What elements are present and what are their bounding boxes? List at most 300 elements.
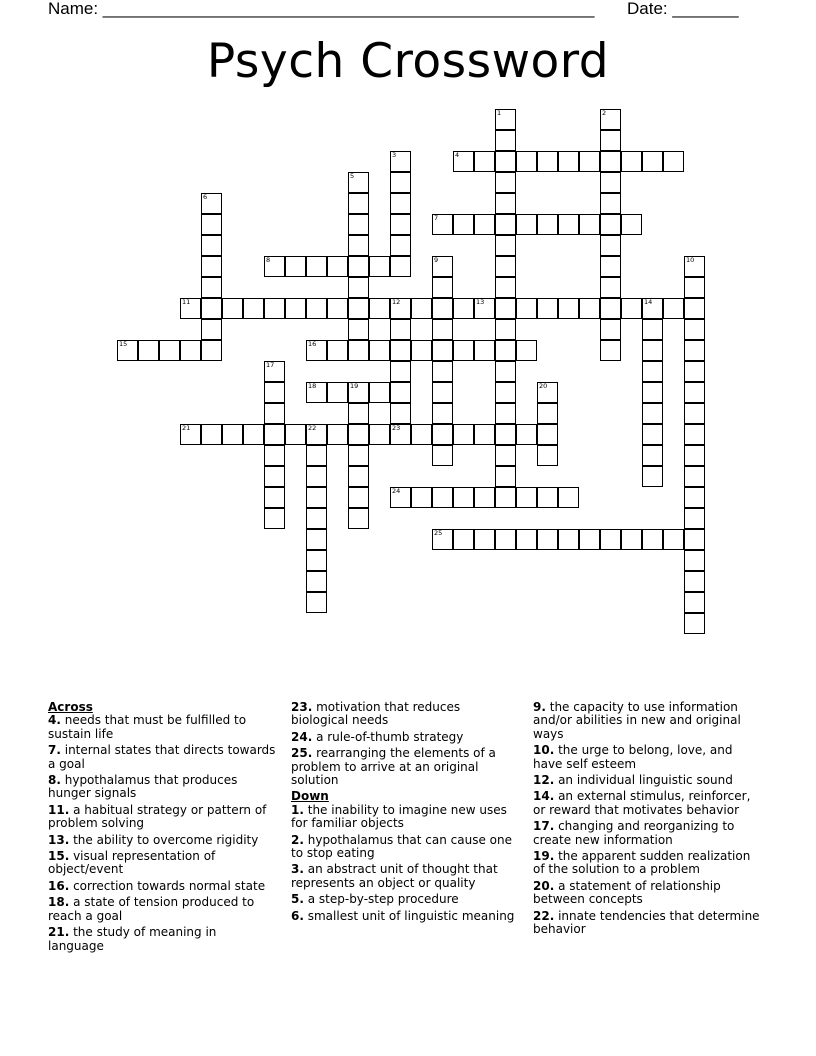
grid-cell[interactable] xyxy=(453,424,474,445)
cell-number: 15 xyxy=(119,340,128,348)
grid-cell[interactable] xyxy=(348,235,369,256)
across-clue xyxy=(291,747,517,787)
across-clue xyxy=(48,834,276,847)
grid-cell[interactable] xyxy=(474,424,495,445)
grid-cell[interactable] xyxy=(411,340,432,361)
grid-cell[interactable] xyxy=(432,445,453,466)
grid-cell[interactable] xyxy=(264,298,285,319)
clues-column-1 xyxy=(48,701,276,956)
grid-cell[interactable] xyxy=(222,298,243,319)
grid-cell[interactable] xyxy=(327,424,348,445)
grid-cell[interactable] xyxy=(663,151,684,172)
grid-cell[interactable] xyxy=(222,424,243,445)
grid-cell[interactable] xyxy=(390,487,411,508)
grid-cell[interactable] xyxy=(411,424,432,445)
down-clue xyxy=(533,910,765,937)
cell-number: 4 xyxy=(455,151,460,159)
grid-cell[interactable] xyxy=(642,319,663,340)
cell-number: 9 xyxy=(434,256,439,264)
grid-cell[interactable] xyxy=(285,256,306,277)
cell-number: 6 xyxy=(203,193,208,201)
grid-cell[interactable] xyxy=(369,340,390,361)
grid-cell[interactable] xyxy=(243,424,264,445)
grid-cell[interactable] xyxy=(642,403,663,424)
cell-number: 2 xyxy=(602,109,607,117)
across-clue xyxy=(48,714,276,741)
down-clue xyxy=(291,804,517,831)
grid-cell[interactable] xyxy=(537,529,558,550)
grid-cell[interactable] xyxy=(201,256,222,277)
grid-cell[interactable] xyxy=(201,193,222,214)
down-clue xyxy=(533,850,765,877)
grid-cell[interactable] xyxy=(306,382,327,403)
grid-cell[interactable] xyxy=(558,298,579,319)
cell-number: 3 xyxy=(392,151,397,159)
grid-cell[interactable] xyxy=(600,529,621,550)
grid-cell[interactable] xyxy=(621,151,642,172)
grid-cell[interactable] xyxy=(306,466,327,487)
clue-text: rearranging the elements of a problem to arrive at an original solution xyxy=(291,746,496,788)
grid-cell[interactable] xyxy=(495,235,516,256)
grid-cell[interactable] xyxy=(117,340,138,361)
grid-cell[interactable] xyxy=(432,424,453,445)
clue-number: 25. xyxy=(291,746,313,761)
grid-cell[interactable] xyxy=(642,298,663,319)
grid-cell[interactable] xyxy=(201,277,222,298)
grid-cell[interactable] xyxy=(684,403,705,424)
cell-number: 5 xyxy=(350,172,355,180)
grid-cell[interactable] xyxy=(369,424,390,445)
grid-cell[interactable] xyxy=(264,256,285,277)
grid-cell[interactable] xyxy=(684,319,705,340)
clue-number: 22. xyxy=(533,908,555,923)
clue-text: innate tendencies that determine behavior xyxy=(533,908,760,937)
grid-cell[interactable] xyxy=(348,445,369,466)
grid-cell[interactable] xyxy=(642,445,663,466)
clue-number: 16. xyxy=(48,878,70,893)
grid-cell[interactable] xyxy=(180,298,201,319)
grid-cell[interactable] xyxy=(432,487,453,508)
grid-cell[interactable] xyxy=(474,340,495,361)
grid-cell[interactable] xyxy=(495,487,516,508)
grid-cell[interactable] xyxy=(642,340,663,361)
down-clue xyxy=(533,820,765,847)
down-clue xyxy=(291,834,517,861)
grid-cell[interactable] xyxy=(432,529,453,550)
down-clue xyxy=(533,790,765,817)
grid-cell[interactable] xyxy=(180,424,201,445)
across-clue xyxy=(48,880,276,893)
grid-cell[interactable] xyxy=(348,466,369,487)
grid-cell[interactable] xyxy=(327,340,348,361)
grid-cell[interactable] xyxy=(495,445,516,466)
grid-cell[interactable] xyxy=(600,151,621,172)
grid-cell[interactable] xyxy=(348,277,369,298)
grid-cell[interactable] xyxy=(495,193,516,214)
clue-number: 13. xyxy=(48,832,70,847)
cell-number: 23 xyxy=(392,424,401,432)
clue-number: 8. xyxy=(48,773,61,788)
grid-cell[interactable] xyxy=(411,487,432,508)
grid-cell[interactable] xyxy=(348,172,369,193)
grid-cell[interactable] xyxy=(684,445,705,466)
cell-number: 14 xyxy=(644,298,653,306)
grid-cell[interactable] xyxy=(243,298,264,319)
grid-cell[interactable] xyxy=(369,382,390,403)
grid-cell[interactable] xyxy=(411,298,432,319)
grid-cell[interactable] xyxy=(432,382,453,403)
grid-cell[interactable] xyxy=(684,529,705,550)
grid-cell[interactable] xyxy=(684,382,705,403)
grid-cell[interactable] xyxy=(264,361,285,382)
page-title: Psych Crossword xyxy=(206,34,610,89)
grid-cell[interactable] xyxy=(495,403,516,424)
grid-cell[interactable] xyxy=(201,319,222,340)
cell-number: 12 xyxy=(392,298,401,306)
clue-number: 14. xyxy=(533,789,555,804)
grid-cell[interactable] xyxy=(642,529,663,550)
grid-cell[interactable] xyxy=(390,235,411,256)
grid-cell[interactable] xyxy=(306,256,327,277)
across-clue xyxy=(48,926,276,953)
cell-number: 13 xyxy=(476,298,485,306)
grid-cell[interactable] xyxy=(474,298,495,319)
across-clue xyxy=(48,850,276,877)
grid-cell[interactable] xyxy=(642,361,663,382)
grid-cell[interactable] xyxy=(348,214,369,235)
grid-cell[interactable] xyxy=(306,298,327,319)
grid-cell[interactable] xyxy=(264,382,285,403)
grid-cell[interactable] xyxy=(495,214,516,235)
grid-cell[interactable] xyxy=(516,214,537,235)
grid-cell[interactable] xyxy=(600,172,621,193)
across-clue xyxy=(48,896,276,923)
down-clue xyxy=(291,910,517,923)
grid-cell[interactable] xyxy=(600,277,621,298)
grid-cell[interactable] xyxy=(684,277,705,298)
cell-number: 10 xyxy=(686,256,695,264)
grid-cell[interactable] xyxy=(474,214,495,235)
grid-cell[interactable] xyxy=(432,256,453,277)
grid-cell[interactable] xyxy=(474,151,495,172)
clue-number: 21. xyxy=(48,925,70,940)
grid-cell[interactable] xyxy=(495,130,516,151)
grid-cell[interactable] xyxy=(453,298,474,319)
grid-cell[interactable] xyxy=(684,550,705,571)
clue-text: correction towards normal state xyxy=(69,878,266,893)
grid-cell[interactable] xyxy=(432,298,453,319)
grid-cell[interactable] xyxy=(684,340,705,361)
grid-cell[interactable] xyxy=(306,529,327,550)
clue-text: a habitual strategy or pattern of problem solving xyxy=(48,802,267,831)
grid-cell[interactable] xyxy=(579,529,600,550)
down-clue xyxy=(291,863,517,890)
clue-number: 24. xyxy=(291,729,313,744)
grid-cell[interactable] xyxy=(306,487,327,508)
down-clue xyxy=(533,701,765,741)
grid-cell[interactable] xyxy=(327,298,348,319)
clue-text: the inability to imagine new uses for familiar objects xyxy=(291,802,507,831)
grid-cell[interactable] xyxy=(495,361,516,382)
grid-cell[interactable] xyxy=(348,424,369,445)
grid-cell[interactable] xyxy=(390,256,411,277)
grid-cell[interactable] xyxy=(600,109,621,130)
clue-number: 4. xyxy=(48,713,61,728)
grid-cell[interactable] xyxy=(579,298,600,319)
grid-cell[interactable] xyxy=(390,193,411,214)
grid-cell[interactable] xyxy=(159,340,180,361)
grid-cell[interactable] xyxy=(600,298,621,319)
grid-cell[interactable] xyxy=(180,340,201,361)
grid-cell[interactable] xyxy=(201,424,222,445)
clue-text: hypothalamus that can cause one to stop eating xyxy=(291,832,513,861)
clue-text: an abstract unit of thought that represents an object or quality xyxy=(291,862,498,890)
clue-number: 20. xyxy=(533,878,555,893)
grid-cell[interactable] xyxy=(621,298,642,319)
grid-cell[interactable] xyxy=(306,445,327,466)
clues-column-2 xyxy=(291,701,517,926)
clue-text: internal states that directs towards a goal xyxy=(48,743,276,771)
grid-cell[interactable] xyxy=(495,340,516,361)
grid-cell[interactable] xyxy=(348,403,369,424)
grid-cell[interactable] xyxy=(516,529,537,550)
clue-number: 7. xyxy=(48,743,61,758)
clue-number: 19. xyxy=(533,849,555,864)
cell-number: 8 xyxy=(266,256,271,264)
grid-cell[interactable] xyxy=(495,298,516,319)
grid-cell[interactable] xyxy=(621,214,642,235)
date-field-label[interactable]: Date: _______ xyxy=(627,0,739,18)
clue-text: smallest unit of linguistic meaning xyxy=(303,908,515,923)
grid-cell[interactable] xyxy=(579,214,600,235)
cell-number: 25 xyxy=(434,529,443,537)
grid-cell[interactable] xyxy=(558,487,579,508)
grid-cell[interactable] xyxy=(432,361,453,382)
grid-cell[interactable] xyxy=(348,487,369,508)
grid-cell[interactable] xyxy=(495,172,516,193)
grid-cell[interactable] xyxy=(642,466,663,487)
grid-cell[interactable] xyxy=(537,487,558,508)
clue-number: 1. xyxy=(291,802,304,817)
grid-cell[interactable] xyxy=(495,319,516,340)
grid-cell[interactable] xyxy=(684,571,705,592)
grid-cell[interactable] xyxy=(600,235,621,256)
cell-number: 18 xyxy=(308,382,317,390)
grid-cell[interactable] xyxy=(474,529,495,550)
grid-cell[interactable] xyxy=(684,361,705,382)
clue-text: the apparent sudden realization of the solution to a problem xyxy=(533,849,751,877)
cell-number: 11 xyxy=(182,298,191,306)
grid-cell[interactable] xyxy=(558,214,579,235)
grid-cell[interactable] xyxy=(642,382,663,403)
down-clue xyxy=(533,744,765,771)
grid-cell[interactable] xyxy=(306,424,327,445)
grid-cell[interactable] xyxy=(516,340,537,361)
grid-cell[interactable] xyxy=(432,403,453,424)
grid-cell[interactable] xyxy=(390,424,411,445)
across-clue xyxy=(48,804,276,831)
clue-number: 3. xyxy=(291,862,304,877)
clue-text: a state of tension produced to reach a goal xyxy=(48,895,255,923)
across-clue xyxy=(48,774,276,801)
grid-cell[interactable] xyxy=(390,214,411,235)
grid-cell[interactable] xyxy=(537,298,558,319)
grid-cell[interactable] xyxy=(264,466,285,487)
grid-cell[interactable] xyxy=(621,529,642,550)
grid-cell[interactable] xyxy=(537,382,558,403)
grid-cell[interactable] xyxy=(684,487,705,508)
grid-cell[interactable] xyxy=(684,424,705,445)
grid-cell[interactable] xyxy=(453,214,474,235)
grid-cell[interactable] xyxy=(348,319,369,340)
grid-cell[interactable] xyxy=(474,487,495,508)
grid-cell[interactable] xyxy=(516,487,537,508)
grid-cell[interactable] xyxy=(327,382,348,403)
down-clue xyxy=(291,893,517,906)
grid-cell[interactable] xyxy=(306,550,327,571)
grid-cell[interactable] xyxy=(453,151,474,172)
grid-cell[interactable] xyxy=(495,256,516,277)
grid-cell[interactable] xyxy=(495,277,516,298)
grid-cell[interactable] xyxy=(642,151,663,172)
grid-cell[interactable] xyxy=(264,424,285,445)
clue-text: hypothalamus that produces hunger signals xyxy=(48,773,238,801)
grid-cell[interactable] xyxy=(495,382,516,403)
grid-cell[interactable] xyxy=(579,151,600,172)
name-field-label[interactable]: Name: ____________________________________________________ xyxy=(48,0,595,18)
grid-cell[interactable] xyxy=(600,130,621,151)
grid-cell[interactable] xyxy=(348,340,369,361)
grid-cell[interactable] xyxy=(264,403,285,424)
grid-cell[interactable] xyxy=(537,214,558,235)
cell-number: 19 xyxy=(350,382,359,390)
grid-cell[interactable] xyxy=(201,235,222,256)
grid-cell[interactable] xyxy=(432,277,453,298)
clue-number: 2. xyxy=(291,832,304,847)
grid-cell[interactable] xyxy=(684,298,705,319)
grid-cell[interactable] xyxy=(201,340,222,361)
grid-cell[interactable] xyxy=(600,340,621,361)
grid-cell[interactable] xyxy=(390,403,411,424)
cell-number: 21 xyxy=(182,424,191,432)
grid-cell[interactable] xyxy=(432,214,453,235)
clue-number: 12. xyxy=(533,773,555,788)
clue-text: a step-by-step procedure xyxy=(303,892,459,907)
grid-cell[interactable] xyxy=(684,508,705,529)
grid-cell[interactable] xyxy=(201,298,222,319)
cell-number: 16 xyxy=(308,340,317,348)
grid-cell[interactable] xyxy=(537,403,558,424)
grid-cell[interactable] xyxy=(495,466,516,487)
grid-cell[interactable] xyxy=(285,298,306,319)
down-clue xyxy=(533,774,765,787)
clue-number: 17. xyxy=(533,819,555,834)
grid-cell[interactable] xyxy=(390,172,411,193)
grid-cell[interactable] xyxy=(390,319,411,340)
grid-cell[interactable] xyxy=(600,256,621,277)
across-heading: Across xyxy=(48,700,93,714)
grid-cell[interactable] xyxy=(684,613,705,634)
grid-cell[interactable] xyxy=(390,151,411,172)
clue-text: the study of meaning in language xyxy=(48,925,217,953)
grid-cell[interactable] xyxy=(558,151,579,172)
grid-cell[interactable] xyxy=(537,424,558,445)
grid-cell[interactable] xyxy=(663,298,684,319)
cell-number: 24 xyxy=(392,487,401,495)
grid-cell[interactable] xyxy=(348,382,369,403)
grid-cell[interactable] xyxy=(264,445,285,466)
grid-cell[interactable] xyxy=(306,508,327,529)
grid-cell[interactable] xyxy=(390,298,411,319)
grid-cell[interactable] xyxy=(348,298,369,319)
clue-number: 18. xyxy=(48,895,70,910)
grid-cell[interactable] xyxy=(495,109,516,130)
cell-number: 22 xyxy=(308,424,317,432)
down-heading: Down xyxy=(291,789,329,804)
grid-cell[interactable] xyxy=(453,340,474,361)
grid-cell[interactable] xyxy=(348,508,369,529)
grid-cell[interactable] xyxy=(201,214,222,235)
grid-cell[interactable] xyxy=(516,424,537,445)
grid-cell[interactable] xyxy=(684,592,705,613)
grid-cell[interactable] xyxy=(600,193,621,214)
grid-cell[interactable] xyxy=(390,382,411,403)
grid-cell[interactable] xyxy=(264,508,285,529)
clue-text: a statement of relationship between concepts xyxy=(533,878,721,907)
clue-text: changing and reorganizing to create new information xyxy=(533,819,735,847)
grid-cell[interactable] xyxy=(390,361,411,382)
clue-number: 5. xyxy=(291,892,304,907)
grid-cell[interactable] xyxy=(306,340,327,361)
grid-cell[interactable] xyxy=(600,319,621,340)
grid-cell[interactable] xyxy=(369,298,390,319)
grid-cell[interactable] xyxy=(558,529,579,550)
clue-number: 6. xyxy=(291,908,304,923)
grid-cell[interactable] xyxy=(642,424,663,445)
grid-cell[interactable] xyxy=(453,529,474,550)
cell-number: 17 xyxy=(266,361,275,369)
grid-cell[interactable] xyxy=(600,214,621,235)
grid-cell[interactable] xyxy=(684,256,705,277)
grid-cell[interactable] xyxy=(327,256,348,277)
grid-cell[interactable] xyxy=(495,424,516,445)
grid-cell[interactable] xyxy=(138,340,159,361)
grid-cell[interactable] xyxy=(537,151,558,172)
grid-cell[interactable] xyxy=(348,256,369,277)
across-clue xyxy=(291,731,517,744)
grid-cell[interactable] xyxy=(306,592,327,613)
grid-cell[interactable] xyxy=(348,193,369,214)
grid-cell[interactable] xyxy=(495,151,516,172)
grid-cell[interactable] xyxy=(495,529,516,550)
grid-cell[interactable] xyxy=(285,424,306,445)
grid-cell[interactable] xyxy=(306,571,327,592)
grid-cell[interactable] xyxy=(516,151,537,172)
clue-text: a rule-of-thumb strategy xyxy=(312,729,464,744)
grid-cell[interactable] xyxy=(369,256,390,277)
clue-text: the ability to overcome rigidity xyxy=(69,832,259,847)
grid-cell[interactable] xyxy=(684,466,705,487)
grid-cell[interactable] xyxy=(264,487,285,508)
grid-cell[interactable] xyxy=(390,340,411,361)
grid-cell[interactable] xyxy=(516,298,537,319)
grid-cell[interactable] xyxy=(537,445,558,466)
clue-text: the urge to belong, love, and have self esteem xyxy=(533,743,733,771)
grid-cell[interactable] xyxy=(453,487,474,508)
grid-cell[interactable] xyxy=(663,529,684,550)
grid-cell[interactable] xyxy=(432,340,453,361)
grid-cell[interactable] xyxy=(432,319,453,340)
